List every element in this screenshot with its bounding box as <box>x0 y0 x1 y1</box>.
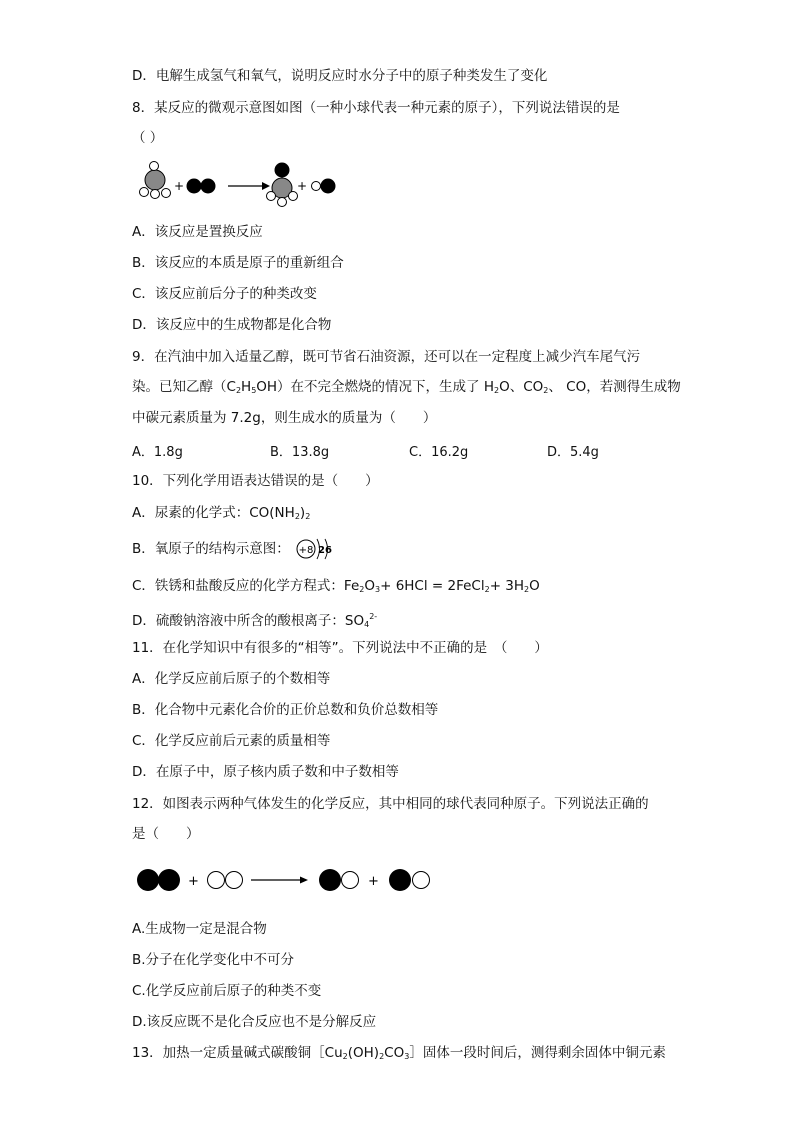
q8-small-atom <box>312 182 321 191</box>
q10-option-b: B．氧原子的结构示意图： <box>132 541 290 557</box>
q12-option-a: A.生成物一定是混合物 <box>132 921 267 937</box>
q9-line-1: 9．在汽油中加入适量乙醇，既可节省石油资源，还可以在一定程度上减少汽车尾气污 <box>132 349 641 365</box>
q8-reaction-diagram <box>138 160 348 210</box>
q12-option-b: B.分子在化学变化中不可分 <box>132 952 295 968</box>
q8-small-atom <box>150 162 159 171</box>
q8-black-atom <box>275 163 290 178</box>
q8-plus-2: + <box>297 179 308 193</box>
q12-white-atom <box>226 872 243 889</box>
q8-small-atom <box>267 192 276 201</box>
q12-black-atom <box>389 869 411 891</box>
q9-option-a: A．1.8g <box>132 445 183 460</box>
q8-arrowhead <box>262 182 270 190</box>
shell-1-electrons: 2 <box>318 545 325 556</box>
q12-black-atom <box>319 869 341 891</box>
q7-option-d: D．电解生成氢气和氧气，说明反应时水分子中的原子种类发生了变化 <box>132 68 548 84</box>
q11-option-d: D．在原子中，原子核内质子数和中子数相等 <box>132 764 399 780</box>
q12-white-atom <box>413 872 430 889</box>
q8-stem: 8．某反应的微观示意图如图（一种小球代表一种元素的原子），下列说法错误的是 <box>132 100 620 116</box>
nucleus-charge: +8 <box>298 545 314 556</box>
q8-black-atom <box>321 179 336 194</box>
q8-black-atom <box>201 179 216 194</box>
q12-black-atom <box>158 869 180 891</box>
q12-arrowhead <box>300 877 308 884</box>
q12-plus-2: + <box>368 874 379 889</box>
q9-option-b: B．13.8g <box>270 445 330 460</box>
q11-option-c: C．化学反应前后元素的质量相等 <box>132 733 331 749</box>
q12-white-atom <box>342 872 359 889</box>
q8-black-atom <box>187 179 202 194</box>
shell-2-electrons: 6 <box>325 545 332 556</box>
q8-plus-1: + <box>174 179 185 193</box>
q12-stem-1: 12．如图表示两种气体发生的化学反应，其中相同的球代表同种原子。下列说法正确的 <box>132 796 649 812</box>
q8-option-a: A．该反应是置换反应 <box>132 224 263 240</box>
q12-option-d: D.该反应既不是化合反应也不是分解反应 <box>132 1014 377 1030</box>
q13-stem: 13．加热一定质量碱式碳酸铜$[Cu_2(OH)_2CO_3]$固体一段时间后，测得剩余固体中铜元素 <box>132 1045 666 1061</box>
q8-small-atom <box>151 190 160 199</box>
q10-option-d: D．硫酸钠溶液中所含的酸根离子：$SO_4^{2-}$ <box>132 612 378 629</box>
q8-answer-paren: （ ） <box>132 130 164 146</box>
q8-option-d: D．该反应中的生成物都是化合物 <box>132 317 332 333</box>
q12-white-atom <box>208 872 225 889</box>
q9-line-2: 染。已知乙醇$(C_2H_5OH)$在不完全燃烧的情况下，生成了 $H_2O$、$CO_2$、 CO，若测得生成物 <box>132 379 681 395</box>
q12-stem-2: 是（ ） <box>132 826 200 842</box>
q12-plus-1: + <box>188 874 199 889</box>
q10-stem: 10．下列化学用语表达错误的是（ ） <box>132 473 379 489</box>
q8-small-atom <box>278 198 287 207</box>
q9-option-d: D．5.4g <box>547 445 599 460</box>
q12-reaction-diagram <box>136 868 436 898</box>
q9-option-c: C．16.2g <box>409 445 469 460</box>
q12-option-c: C.化学反应前后原子的种类不变 <box>132 983 322 999</box>
q11-option-b: B．化合物中元素化合价的正价总数和负价总数相等 <box>132 702 439 718</box>
q10-option-c: C．铁锈和盐酸反应的化学方程式：$Fe_2O_3+ 6HCl$ = 2FeCl$_2$+ $3H_2O$ <box>132 578 540 594</box>
oxygen-atom-structure-diagram <box>296 537 336 563</box>
q12-black-atom <box>137 869 159 891</box>
q11-option-a: A．化学反应前后原子的个数相等 <box>132 671 331 687</box>
q8-small-atom <box>162 189 171 198</box>
q9-line-3: 中碳元素质量为 7.2g，则生成水的质量为（ ） <box>132 410 437 426</box>
q8-option-c: C．该反应前后分子的种类改变 <box>132 286 317 302</box>
q8-grey-atom <box>145 170 165 190</box>
q10-option-a: A．尿素的化学式：$CO(NH_2)_2$ <box>132 505 311 521</box>
q8-option-b: B．该反应的本质是原子的重新组合 <box>132 255 344 271</box>
q8-small-atom <box>140 188 149 197</box>
q11-stem: 11．在化学知识中有很多的“相等”。下列说法中不正确的是 （ ） <box>132 640 548 656</box>
